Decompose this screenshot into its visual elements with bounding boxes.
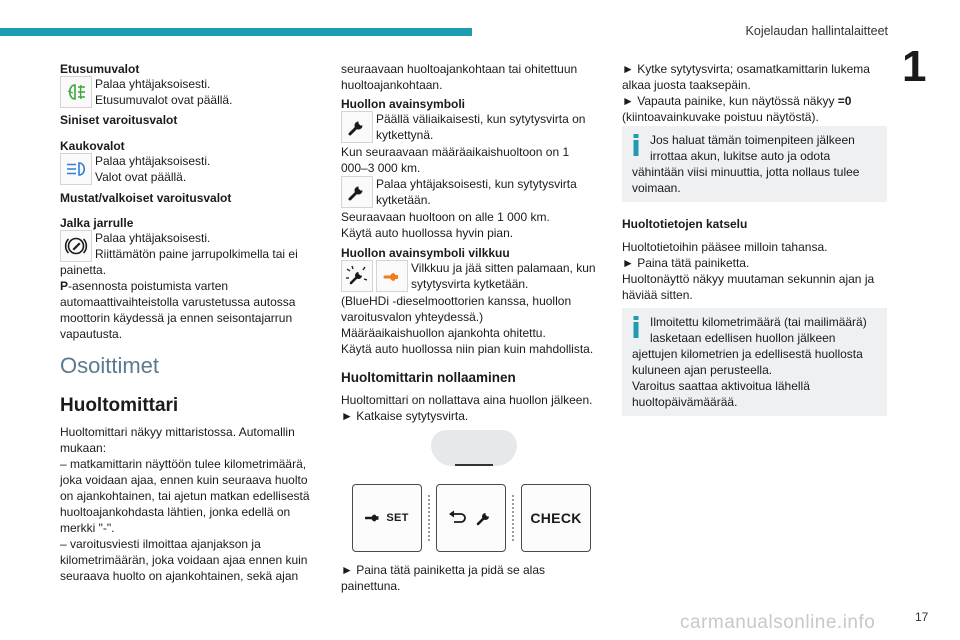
p-letter: P xyxy=(60,279,69,293)
info-icon xyxy=(632,134,640,156)
p-position-text xyxy=(60,278,295,342)
jalka-text: Palaa yhtäjaksoisesti. Riittämätön paine jarrupolkimella tai ei xyxy=(95,231,298,261)
vilkku-text: Vilkkuu ja jää sitten palamaan, kun sytytysvirta kytketään. xyxy=(411,261,596,291)
avain-row-2 xyxy=(341,176,577,208)
kytke-text xyxy=(622,61,870,125)
tiedot-text: Huoltotietoihin pääsee milloin tahansa. ► Paina tätä painiketta. Huoltonäyttö näkyy muutaman sekunnin ajan ja häviää sitten. xyxy=(622,240,875,302)
heading-huoltomittari: Huoltomittari xyxy=(60,395,179,416)
heading-musta: Mustat/valkoiset varoitusvalot xyxy=(60,191,232,205)
p-text: -asennosta poistumista varten automaattivaihteistolla varustetussa autossa moottorin käydessä ja ennen seisontajarrun vapautusta. xyxy=(60,279,296,341)
heading-jalka: Jalka jarrulle xyxy=(60,216,134,230)
heading-kaukovalot: Kaukovalot xyxy=(60,139,125,153)
heading-avainsymboli: Huollon avainsymboli xyxy=(341,97,466,111)
avain1-text: Päällä väliaikaisesti, kun sytytysvirta on kytkettynä. xyxy=(376,112,586,142)
vilkku-row xyxy=(341,260,596,292)
heading-katselu: Huoltotietojen katselu xyxy=(622,217,748,231)
zero-value: =0 xyxy=(837,94,852,108)
info-icon xyxy=(632,316,640,338)
avain1-after: Kun seuraavaan määräaikaishuoltoon on 1 000–3 000 km. xyxy=(341,145,570,175)
set-button[interactable] xyxy=(352,484,422,552)
warning-row-etusumu xyxy=(60,76,232,108)
wrench-icon xyxy=(341,176,373,208)
set-label: SET xyxy=(386,512,409,524)
orange-wrench-icon xyxy=(376,260,408,292)
info1-text: Jos haluat tämän toimenpiteen jälkeen irrottaa akun, lukitse auto ja odota vähintään viisi minuuttia, jotta nollaus tulee voimaan. xyxy=(632,133,860,195)
check-label: CHECK xyxy=(530,510,582,526)
jalka-cont: painetta. xyxy=(60,263,107,277)
avain2-after: Seuraavaan huoltoon on alle 1 000 km. Käytä auto huollossa hyvin pian. xyxy=(341,210,550,240)
check-button[interactable] xyxy=(521,484,591,552)
cluster-indicator-line xyxy=(455,464,493,466)
huolto-text: Huoltomittari näkyy mittaristossa. Automallin mukaan: – matkamittarin näyttöön tulee kilometrimäärä, joka voidaan ajaa, ennen kuin seuraava huolto on ajankohtainen, tai ajetun matkan edellisestä huoltoajankohdasta lähtien, jonka edellä on merkki "-". – varoitusviesti ilmoittaa ajanjakson ja kilometrimäärän, joka voidaan ajaa ennen kuin seuraava huolto on ajankohtainen, sekä ajan xyxy=(60,425,310,583)
kauko-text: Palaa yhtäjaksoisesti. Valot ovat päällä. xyxy=(95,154,211,184)
kytke-main: ► Kytke sytytysvirta; osamatkamittarin lukema alkaa juosta taaksepäin. ► Vapauta painike, kun näytössä näkyy xyxy=(622,62,870,108)
wrench-icon xyxy=(341,111,373,143)
info2-text: Ilmoitettu kilometrimäärä (tai mailimäärä) lasketaan edellisen huollon jälkeen ajettujen kilometrien ja edellisestä huollosta kuluneen ajan perusteella. Varoitus saattaa aktivoitua lähellä huoltopäivämäärää. xyxy=(632,315,867,409)
col2-cont: seuraavaan huoltoajankohtaan tai ohitettuun huoltoajankohtaan. xyxy=(341,62,578,92)
brake-pedal-icon xyxy=(60,230,92,262)
heading-etusumuvalot: Etusumuvalot xyxy=(60,62,140,76)
vilkku-after: (BlueHDi -dieselmoottorien kanssa, huollon varoitusvalon yhteydessä.) Määräaikaishuollon ajankohta ohitettu. Käytä auto huollossa niin pian kuin mahdollista. xyxy=(341,294,594,356)
heading-nollaaminen: Huoltomittarin nollaaminen xyxy=(341,370,516,385)
reset-button[interactable] xyxy=(436,484,506,552)
flashing-wrench-icon xyxy=(341,260,373,292)
etusumu-text: Palaa yhtäjaksoisesti. Etusumuvalot ovat päällä. xyxy=(95,77,233,107)
divider xyxy=(428,495,432,541)
top-accent-bar xyxy=(0,28,472,36)
divider xyxy=(512,495,516,541)
warning-row-kauko xyxy=(60,153,210,185)
kytke-end: (kiintoavainkuvake poistuu näytöstä). xyxy=(622,110,819,124)
chapter-number: 1 xyxy=(902,42,927,91)
wrench-icon xyxy=(365,511,383,525)
avain2-text: Palaa yhtäjaksoisesti, kun sytytysvirta kytketään. xyxy=(376,177,577,207)
page-number: 17 xyxy=(915,610,929,624)
info-box-battery xyxy=(622,126,887,202)
wrench-icon xyxy=(476,510,494,526)
info-box-mileage xyxy=(622,308,887,416)
return-arrow-icon xyxy=(448,509,470,527)
paina-text: ► Paina tätä painiketta ja pidä se alas painettuna. xyxy=(341,563,546,593)
heading-vilkkuu: Huollon avainsymboli vilkkuu xyxy=(341,246,510,260)
section-header: Kojelaudan hallintalaitteet xyxy=(745,24,888,38)
watermark: carmanualsonline.info xyxy=(680,612,876,633)
nollaus-text: Huoltomittari on nollattava aina huollon jälkeen. ► Katkaise sytytysvirta. xyxy=(341,393,593,423)
heading-siniset: Siniset varoitusvalot xyxy=(60,113,178,127)
high-beam-icon xyxy=(60,153,92,185)
heading-osoittimet: Osoittimet xyxy=(60,353,160,378)
front-fog-light-icon xyxy=(60,76,92,108)
avain-row-1 xyxy=(341,111,585,143)
instrument-cluster-illustration xyxy=(431,430,517,466)
warning-row-jalka xyxy=(60,230,298,262)
